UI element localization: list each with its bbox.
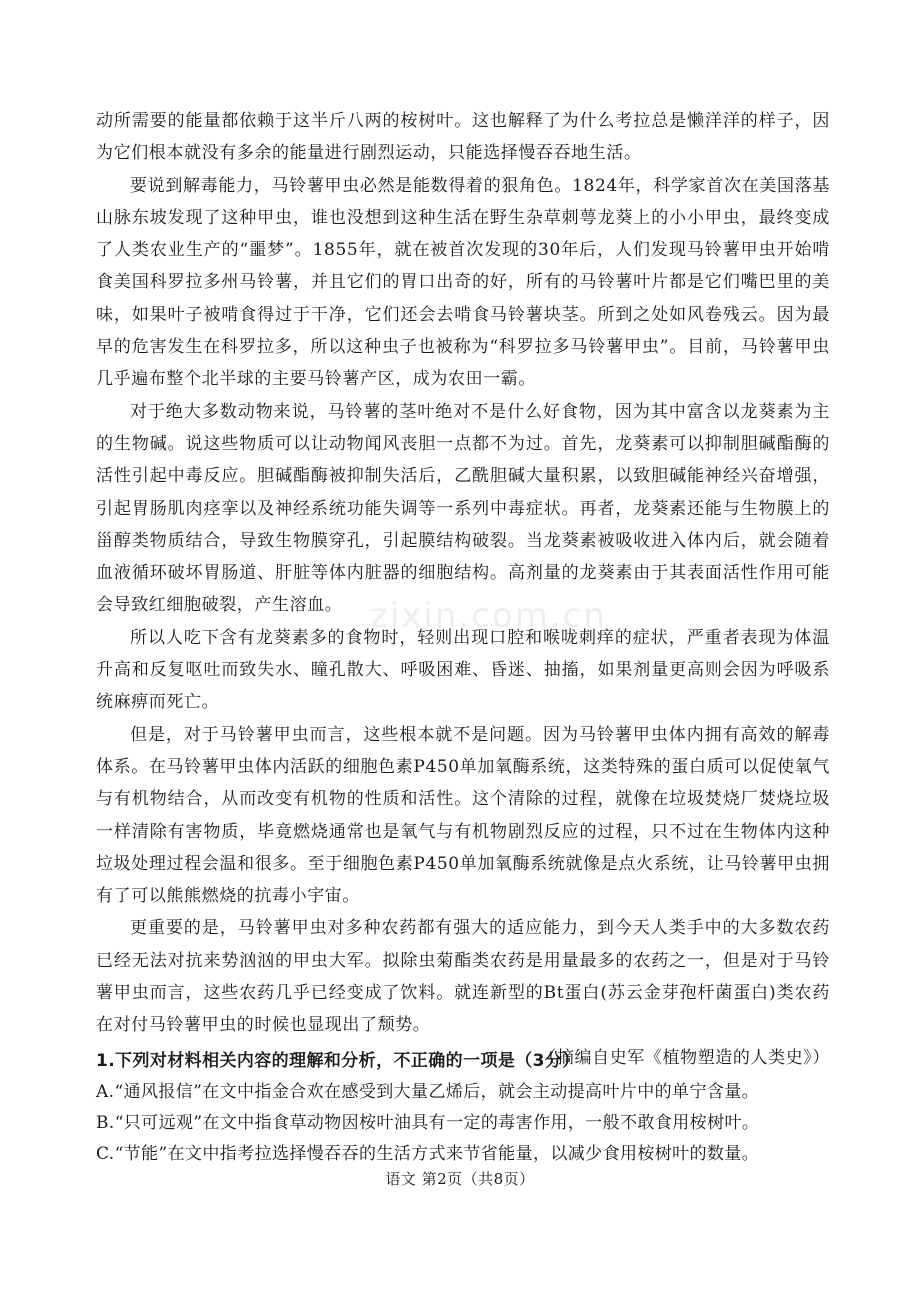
paragraph: 但是，对于马铃薯甲虫而言，这些根本就不是问题。因为马铃薯甲虫体内拥有高效的解毒体系。在马铃薯甲虫体内活跃的细胞色素P450单加氧酶系统，这类特殊的蛋白质可以促使氧气与有机物结合，从而改变有机物的性质和活性。这个清除的过程，就像在垃圾焚烧厂焚烧垃圾一样清除有害物质，毕竟燃烧通常也是氧气与有机物剧烈反应的过程，只不过在生物体内这种垃圾处理过程会温和很多。至于细胞色素P450单加氧酶系统就像是点火系统，让马铃薯甲虫拥有了可以熊熊燃烧的抗毒小宇宙。 bbox=[96, 724, 830, 907]
paragraph: 对于绝大多数动物来说，马铃薯的茎叶绝对不是什么好食物，因为其中富含以龙葵素为主的生物碱。说这些物质可以让动物闻风丧胆一点都不为过。首先，龙葵素可以抑制胆碱酯酶的活性引起中毒反应。胆碱酯酶被抑制失活后，乙酰胆碱大量积累，以致胆碱能神经兴奋增强，引起胃肠肌肉痉挛以及神经系统功能失调等一系列中毒症状。再者，龙葵素还能与生物膜上的甾醇类物质结合，导致生物膜穿孔，引起膜结构破裂。当龙葵素被吸收进入体内后，就会随着血液循环破坏胃肠道、肝脏等体内脏器的细胞结构。高剂量的龙葵素由于其表面活性作用可能会导致红细胞破裂，产生溶血。 bbox=[96, 401, 830, 616]
question-1 bbox=[96, 1046, 856, 1170]
paragraph-continued: 动所需要的能量都依赖于这半斤八两的桉树叶。这也解释了为什么考拉总是懒洋洋的样子，因为它们根本就没有多余的能量进行剧烈运动，只能选择慢吞吞地生活。 bbox=[96, 111, 830, 164]
paragraph: 要说到解毒能力，马铃薯甲虫必然是能数得着的狠角色。1824年，科学家首次在美国落基山脉东坡发现了这种甲虫，谁也没想到这种生活在野生杂草刺萼龙葵上的小小甲虫，最终变成了人类农业生产的“噩梦”。1855年，就在被首次发现的30年后，人们发现马铃薯甲虫开始啃食美国科罗拉多州马铃薯，并且它们的胃口出奇的好，所有的马铃薯叶片都是它们嘴巴里的美味，如果叶子被啃食得过于干净，它们还会去啃食马铃薯块茎。所到之处如风卷残云。因为最早的危害发生在科罗拉多，所以这种虫子也被称为“科罗拉多马铃薯甲虫”。目前，马铃薯甲虫几乎遍布整个北半球的主要马铃薯产区，成为农田一霸。 bbox=[96, 175, 830, 390]
reading-passage bbox=[96, 105, 830, 1074]
page-footer: 语文 第2页（共8页） bbox=[385, 1170, 535, 1188]
question-title: 1.下列对材料相关内容的理解和分析，不正确的一项是（3分） bbox=[96, 1051, 580, 1071]
paragraph: 更重要的是，马铃薯甲虫对多种农药都有强大的适应能力，到今天人类手中的大多数农药已经无法对抗来势汹汹的甲虫大军。拟除虫菊酯类农药是用量最多的农药之一，但是对于马铃薯甲虫而言，这些农药几乎已经变成了饮料。就连新型的Bt蛋白(苏云金芽孢杆菌蛋白)类农药在对付马铃薯甲虫的时候也显现出了颓势。 bbox=[96, 918, 830, 1036]
option-a: A.“通风报信”在文中指金合欢在感受到大量乙烯后，就会主动提高叶片中的单宁含量。 bbox=[96, 1082, 760, 1102]
source-citation: （摘编自史军《植物塑造的人类史》） bbox=[539, 1047, 830, 1068]
option-c: C.“节能”在文中指考拉选择慢吞吞的生活方式来节省能量，以减少食用桉树叶的数量。 bbox=[96, 1144, 760, 1164]
paragraph: 所以人吃下含有龙葵素多的食物时，轻则出现口腔和喉咙刺痒的症状，严重者表现为体温升高和反复呕吐而致失水、瞳孔散大、呼吸困难、昏迷、抽搐，如果剂量更高则会因为呼吸系统麻痹而死亡。 bbox=[96, 627, 830, 713]
watermark: zixin.com.cn bbox=[370, 596, 607, 636]
option-b: B.“只可远观”在文中指食草动物因桉叶油具有一定的毒害作用，一般不敢食用桉树叶。 bbox=[96, 1113, 760, 1133]
